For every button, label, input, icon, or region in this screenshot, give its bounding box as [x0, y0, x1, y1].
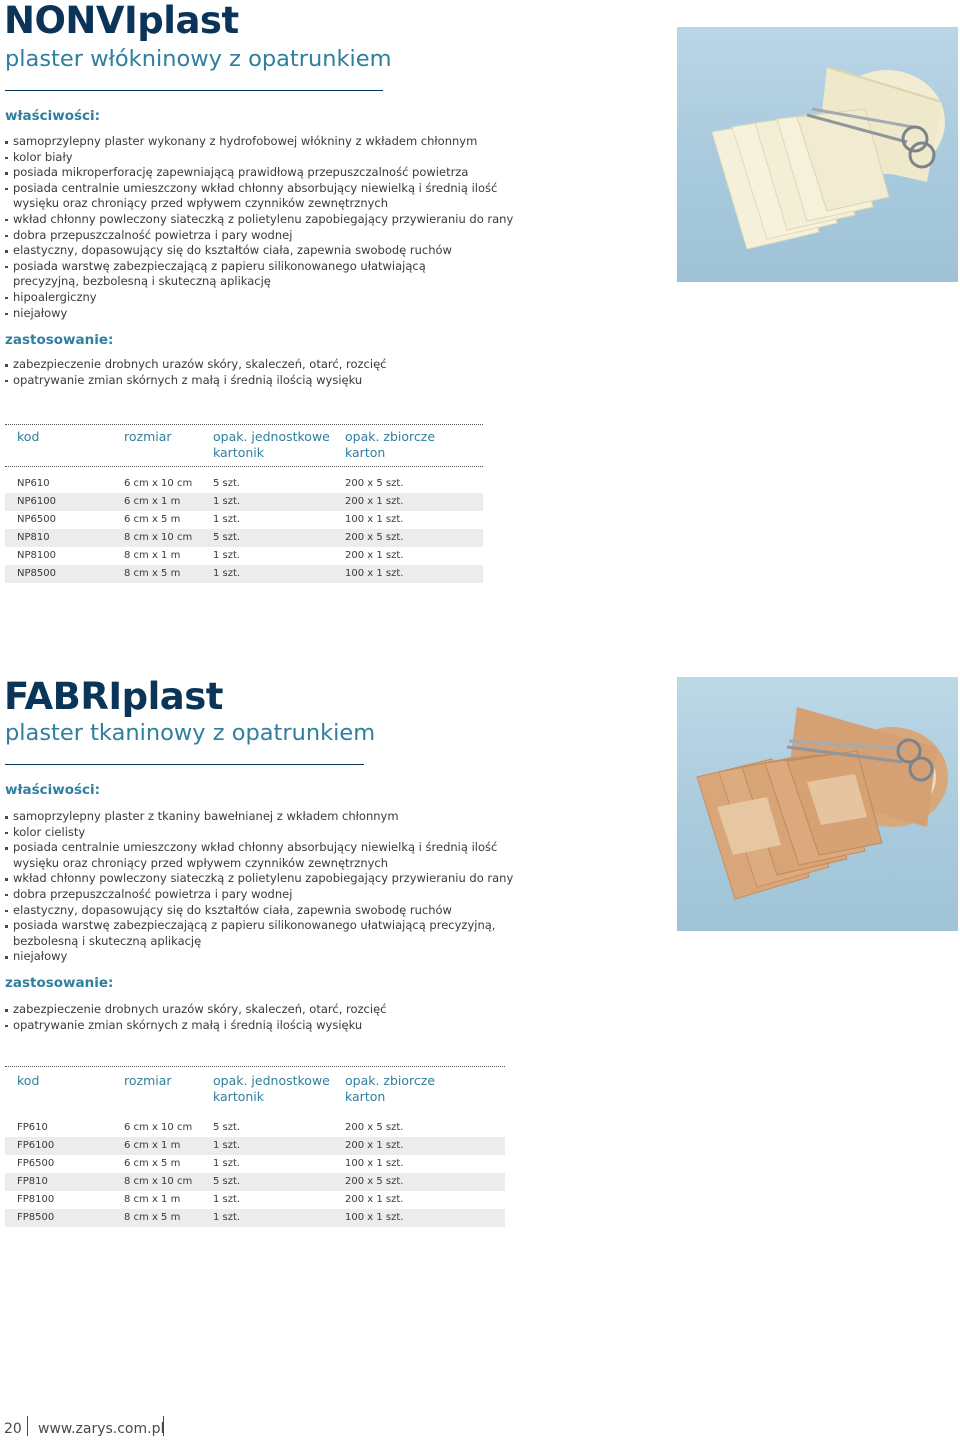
- cell-code: NP6100: [17, 496, 56, 507]
- table-divider: [5, 466, 483, 467]
- cell-bulk-pack: 100 x 1 szt.: [345, 568, 404, 579]
- cell-size: 6 cm x 5 m: [124, 514, 181, 525]
- table-row: [5, 1191, 505, 1209]
- cell-unit-pack: 1 szt.: [213, 568, 241, 579]
- list-item: elastyczny, dopasowujący się do kształtów ciała, zapewnia swobodę ruchów: [5, 903, 565, 919]
- cell-code: NP8500: [17, 568, 56, 579]
- usage-list: [5, 1002, 565, 1033]
- column-subheader-unit-pack: kartonik: [213, 445, 265, 460]
- cell-size: 8 cm x 1 m: [124, 1194, 181, 1205]
- cell-bulk-pack: 100 x 1 szt.: [345, 514, 404, 525]
- cell-code: NP610: [17, 478, 50, 489]
- properties-heading: właściwości:: [5, 782, 101, 798]
- usage-heading: zastosowanie:: [5, 332, 114, 348]
- cell-bulk-pack: 200 x 1 szt.: [345, 550, 404, 561]
- cell-code: NP6500: [17, 514, 56, 525]
- list-item: hipoalergiczny: [5, 290, 565, 306]
- cell-size: 6 cm x 5 m: [124, 1158, 181, 1169]
- cell-code: NP810: [17, 532, 50, 543]
- list-item: wkład chłonny powleczony siateczką z polietylenu zapobiegający przywieraniu do rany: [5, 871, 565, 887]
- cell-size: 8 cm x 1 m: [124, 550, 181, 561]
- footer-divider: [163, 1416, 164, 1436]
- product-photo: [677, 677, 958, 931]
- list-item: elastyczny, dopasowujący się do kształtów ciała, zapewnia swobodę ruchów: [5, 243, 565, 259]
- cell-size: 6 cm x 1 m: [124, 496, 181, 507]
- list-item: kolor cielisty: [5, 825, 565, 841]
- cell-size: 6 cm x 10 cm: [124, 1122, 193, 1133]
- table-row: [5, 475, 483, 493]
- list-item: dobra przepuszczalność powietrza i pary wodnej: [5, 228, 565, 244]
- list-item: kolor biały: [5, 150, 565, 166]
- cell-unit-pack: 1 szt.: [213, 514, 241, 525]
- cell-unit-pack: 1 szt.: [213, 1212, 241, 1223]
- table-row: [5, 511, 483, 529]
- table-row: [5, 1137, 505, 1155]
- column-subheader-bulk-pack: karton: [345, 445, 386, 460]
- list-item: niejałowy: [5, 306, 565, 322]
- cell-bulk-pack: 200 x 1 szt.: [345, 1140, 404, 1151]
- column-header-bulk-pack: opak. zbiorcze: [345, 1073, 436, 1088]
- column-header-unit-pack: opak. jednostkowe: [213, 1073, 330, 1088]
- column-subheader-bulk-pack: karton: [345, 1089, 386, 1104]
- cell-bulk-pack: 200 x 5 szt.: [345, 1122, 404, 1133]
- table-divider: [5, 1066, 505, 1067]
- footer-divider: [27, 1416, 28, 1436]
- product-title: FABRIplast: [4, 675, 223, 718]
- column-header-unit-pack: opak. jednostkowe: [213, 429, 330, 444]
- cell-unit-pack: 1 szt.: [213, 1158, 241, 1169]
- list-item: niejałowy: [5, 949, 565, 965]
- cell-size: 6 cm x 1 m: [124, 1140, 181, 1151]
- cell-unit-pack: 1 szt.: [213, 496, 241, 507]
- cell-code: FP8100: [17, 1194, 55, 1205]
- cell-size: 8 cm x 10 cm: [124, 532, 193, 543]
- cell-bulk-pack: 200 x 1 szt.: [345, 1194, 404, 1205]
- properties-list: [5, 809, 565, 965]
- cell-code: FP6500: [17, 1158, 55, 1169]
- table-row: [5, 493, 483, 511]
- table-row: [5, 565, 483, 583]
- list-item: posiada warstwę zabezpieczającą z papieru silikonowanego ułatwiającą precyzyjną, bezbolesną i skuteczną aplikację: [5, 259, 493, 290]
- cell-code: NP8100: [17, 550, 56, 561]
- table-row: [5, 1155, 505, 1173]
- product-subtitle: plaster włókninowy z opatrunkiem: [5, 46, 392, 72]
- cell-bulk-pack: 200 x 5 szt.: [345, 1176, 404, 1187]
- list-item: posiada mikroperforację zapewniającą prawidłową przepuszczalność powietrza: [5, 165, 565, 181]
- cell-unit-pack: 1 szt.: [213, 1194, 241, 1205]
- column-subheader-unit-pack: kartonik: [213, 1089, 265, 1104]
- list-item: samoprzylepny plaster wykonany z hydrofobowej włókniny z wkładem chłonnym: [5, 134, 565, 150]
- table-divider: [5, 424, 483, 425]
- column-header-size: rozmiar: [124, 429, 172, 444]
- cell-size: 6 cm x 10 cm: [124, 478, 193, 489]
- cell-unit-pack: 1 szt.: [213, 550, 241, 561]
- cell-bulk-pack: 100 x 1 szt.: [345, 1212, 404, 1223]
- product-title: NONVIplast: [4, 0, 239, 42]
- table-row: [5, 547, 483, 565]
- list-item: posiada warstwę zabezpieczającą z papieru silikonowanego ułatwiającą precyzyjną, bezbolesną i skuteczną aplikację: [5, 918, 553, 949]
- cell-bulk-pack: 200 x 5 szt.: [345, 532, 404, 543]
- column-header-code: kod: [17, 429, 40, 444]
- table-row: [5, 1173, 505, 1191]
- column-header-bulk-pack: opak. zbiorcze: [345, 429, 436, 444]
- cell-code: FP610: [17, 1122, 48, 1133]
- cell-bulk-pack: 100 x 1 szt.: [345, 1158, 404, 1169]
- product-subtitle: plaster tkaninowy z opatrunkiem: [5, 720, 376, 746]
- properties-heading: właściwości:: [5, 108, 101, 124]
- cell-unit-pack: 5 szt.: [213, 1122, 241, 1133]
- product-photo: [677, 27, 958, 282]
- list-item: wkład chłonny powleczony siateczką z polietylenu zapobiegający przywieraniu do rany: [5, 212, 565, 228]
- cell-size: 8 cm x 10 cm: [124, 1176, 193, 1187]
- column-header-code: kod: [17, 1073, 40, 1088]
- column-header-size: rozmiar: [124, 1073, 172, 1088]
- properties-list: [5, 134, 565, 321]
- title-divider: [5, 764, 364, 765]
- title-divider: [5, 90, 383, 91]
- cell-code: FP810: [17, 1176, 48, 1187]
- list-item: posiada centralnie umieszczony wkład chłonny absorbujący niewielką i średnią ilość wysięku oraz chroniący przed wpływem czynników zewnętrznych: [5, 840, 533, 871]
- list-item: posiada centralnie umieszczony wkład chłonny absorbujący niewielką i średnią ilość wysięku oraz chroniący przed wpływem czynników zewnętrznych: [5, 181, 533, 212]
- plaster-fabric-image: [677, 677, 958, 931]
- cell-unit-pack: 5 szt.: [213, 532, 241, 543]
- cell-unit-pack: 1 szt.: [213, 1140, 241, 1151]
- cell-size: 8 cm x 5 m: [124, 568, 181, 579]
- cell-bulk-pack: 200 x 1 szt.: [345, 496, 404, 507]
- page-number: 20: [4, 1421, 22, 1437]
- plaster-white-image: [677, 27, 958, 282]
- list-item: dobra przepuszczalność powietrza i pary wodnej: [5, 887, 565, 903]
- table-row: [5, 1209, 505, 1227]
- table-row: [5, 529, 483, 547]
- cell-unit-pack: 5 szt.: [213, 478, 241, 489]
- cell-code: FP8500: [17, 1212, 55, 1223]
- cell-size: 8 cm x 5 m: [124, 1212, 181, 1223]
- list-item: samoprzylepny plaster z tkaniny bawełnianej z wkładem chłonnym: [5, 809, 565, 825]
- list-item: opatrywanie zmian skórnych z małą i średnią ilością wysięku: [5, 373, 565, 389]
- usage-list: [5, 357, 565, 388]
- usage-heading: zastosowanie:: [5, 975, 114, 991]
- cell-unit-pack: 5 szt.: [213, 1176, 241, 1187]
- table-row: [5, 1119, 505, 1137]
- list-item: zabezpieczenie drobnych urazów skóry, skaleczeń, otarć, rozcięć: [5, 357, 565, 373]
- list-item: zabezpieczenie drobnych urazów skóry, skaleczeń, otarć, rozcięć: [5, 1002, 565, 1018]
- cell-code: FP6100: [17, 1140, 55, 1151]
- cell-bulk-pack: 200 x 5 szt.: [345, 478, 404, 489]
- footer-url[interactable]: www.zarys.com.pl: [38, 1421, 165, 1437]
- list-item: opatrywanie zmian skórnych z małą i średnią ilością wysięku: [5, 1018, 565, 1034]
